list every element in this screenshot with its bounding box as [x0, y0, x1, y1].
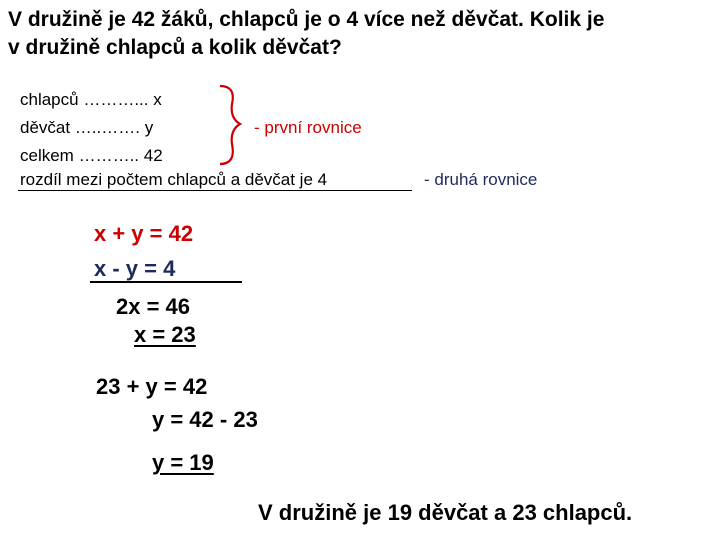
y-result: y = 19	[152, 450, 214, 475]
girls-variable-line: děvčat …..……. y	[20, 118, 154, 137]
total-line: celkem ……….. 42	[20, 146, 163, 165]
right-brace-icon	[212, 84, 252, 166]
x-result: x = 23	[134, 322, 196, 347]
problem-statement	[8, 6, 713, 62]
boys-variable-line: chlapců ………... x	[20, 90, 162, 109]
problem-line-1: V družině je 42 žáků, chlapců je o 4 více než děvčat. Kolik je	[8, 8, 605, 31]
first-equation-label: - první rovnice	[254, 118, 362, 137]
substitution-equation: 23 + y = 42	[96, 374, 208, 399]
addition-line	[90, 281, 242, 283]
difference-line: rozdíl mezi počtem chlapců a děvčat je 4	[20, 170, 328, 189]
difference-underline	[18, 190, 412, 191]
final-answer: V družině je 19 děvčat a 23 chlapců.	[258, 500, 633, 525]
equation-1: x + y = 42	[94, 221, 194, 246]
second-equation-label: - druhá rovnice	[424, 170, 538, 189]
sum-equation: 2x = 46	[116, 294, 191, 319]
equation-2: x - y = 4	[94, 256, 176, 281]
problem-line-2: v družině chlapců a kolik děvčat?	[8, 36, 342, 59]
isolate-equation: y = 42 - 23	[152, 407, 258, 432]
